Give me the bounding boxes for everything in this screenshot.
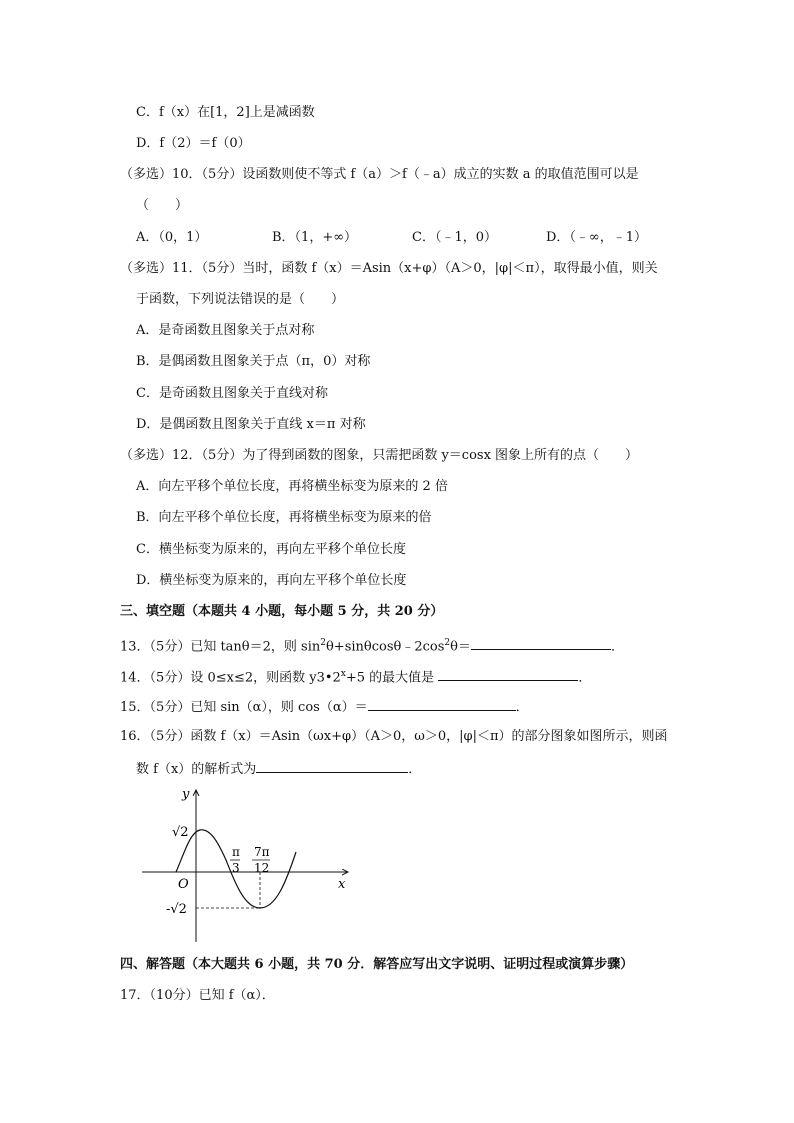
q14-answer-blank[interactable] (438, 666, 578, 681)
q14-sup: x (340, 669, 346, 679)
q15-end: ． (515, 700, 529, 715)
q13-sup2: 2 (444, 638, 451, 648)
q12-option-b: B．向左平移个单位长度，再将横坐标变为原来的倍 (136, 510, 432, 525)
q16-line2 (136, 758, 421, 780)
q11-stem-line1: （多选）11．（5分）当时，函数 f（x）＝Asin（x+φ）（A＞0，|φ|＜π），取得最小值，则关 (120, 261, 658, 276)
q13-end: ． (610, 639, 624, 655)
q15 (120, 696, 529, 718)
q12-option-c: C．横坐标变为原来的，再向左平移个单位长度 (136, 542, 406, 557)
section3-title: 三、填空题（本题共 4 小题，每小题 5 分，共 20 分） (120, 604, 444, 619)
tick1-numerator: π (232, 845, 240, 859)
q11-option-c: C．是奇函数且图象关于直线对称 (136, 386, 328, 401)
q16-line2-text: 数 f（x）的解析式为 (136, 762, 257, 777)
q11-stem-line2: 于函数，下列说法错误的是（ ） (136, 292, 345, 307)
q10-option-d: D．（﹣∞，﹣1） (546, 230, 648, 245)
tick2-numerator: 7π (254, 845, 270, 859)
q10-stem: （多选）10．（5分）设函数则使不等式 f（a）＞f（﹣a）成立的实数 a 的取值范围可以是 (120, 167, 639, 182)
q10-paren: （ ） (136, 198, 189, 213)
q16-end: ． (408, 762, 422, 777)
y-axis-label: y (182, 787, 190, 802)
q13-pre: 13．（5分）已知 tanθ＝2，则 sin (120, 639, 321, 655)
x-axis-label: x (338, 877, 346, 892)
q13-answer-blank[interactable] (471, 635, 611, 650)
y-max-label: √2 (172, 825, 189, 840)
q13-post: θ＝ (450, 639, 471, 655)
q11-option-b: B．是偶函数且图象关于点（π，0）对称 (136, 354, 371, 369)
q9-option-c: C．f（x）在[1，2]上是减函数 (136, 105, 315, 120)
y-min-label: -√2 (166, 902, 187, 917)
q13-mid: θ+sinθcosθ﹣2cos (325, 639, 445, 655)
q10-option-c: C．（﹣1，0） (412, 230, 497, 245)
q15-answer-blank[interactable] (368, 696, 516, 711)
q9-option-d: D．f（2）＝f（0） (136, 136, 251, 151)
tick1-denominator: 3 (232, 861, 240, 875)
q11-option-a: A．是奇函数且图象关于点对称 (136, 323, 315, 338)
q14 (120, 664, 591, 688)
q17: 17．（10分）已知 f（α）． (120, 988, 275, 1003)
q10-option-b: B．（1，+∞） (272, 230, 358, 245)
q12-stem: （多选）12．（5分）为了得到函数的图象，只需把函数 y＝cosx 图象上所有的点（ ） (120, 448, 639, 463)
q13-sup1: 2 (320, 638, 326, 648)
q16-answer-blank[interactable] (256, 758, 408, 773)
q14-pre: 14．（5分）设 0≤x≤2，则函数 y3•2 (120, 670, 341, 686)
q14-post: +5 的最大值是 (345, 670, 435, 686)
q13 (120, 633, 624, 657)
q11-option-d: D．是偶函数且图象关于直线 x＝π 对称 (136, 417, 366, 432)
q12-option-d: D．横坐标变为原来的，再向左平移个单位长度 (136, 573, 407, 588)
q10-option-a: A．（0，1） (136, 230, 208, 245)
q12-option-a: A．向左平移个单位长度，再将横坐标变为原来的 2 倍 (136, 479, 448, 494)
section4-title: 四、解答题（本大题共 6 小题，共 70 分．解答应写出文字说明、证明过程或演算步骤） (120, 957, 634, 972)
q16-sine-graph (130, 780, 370, 950)
origin-label: O (178, 877, 189, 892)
q16-line1: 16．（5分）函数 f（x）＝Asin（ωx+φ）（A＞0，ω＞0，|φ|＜π）的部分图象如图所示，则函 (120, 729, 668, 744)
tick2-denominator: 12 (254, 861, 270, 875)
q14-end: ． (578, 670, 592, 686)
q15-pre: 15．（5分）已知 sin（α），则 cos（α）＝ (120, 700, 368, 715)
